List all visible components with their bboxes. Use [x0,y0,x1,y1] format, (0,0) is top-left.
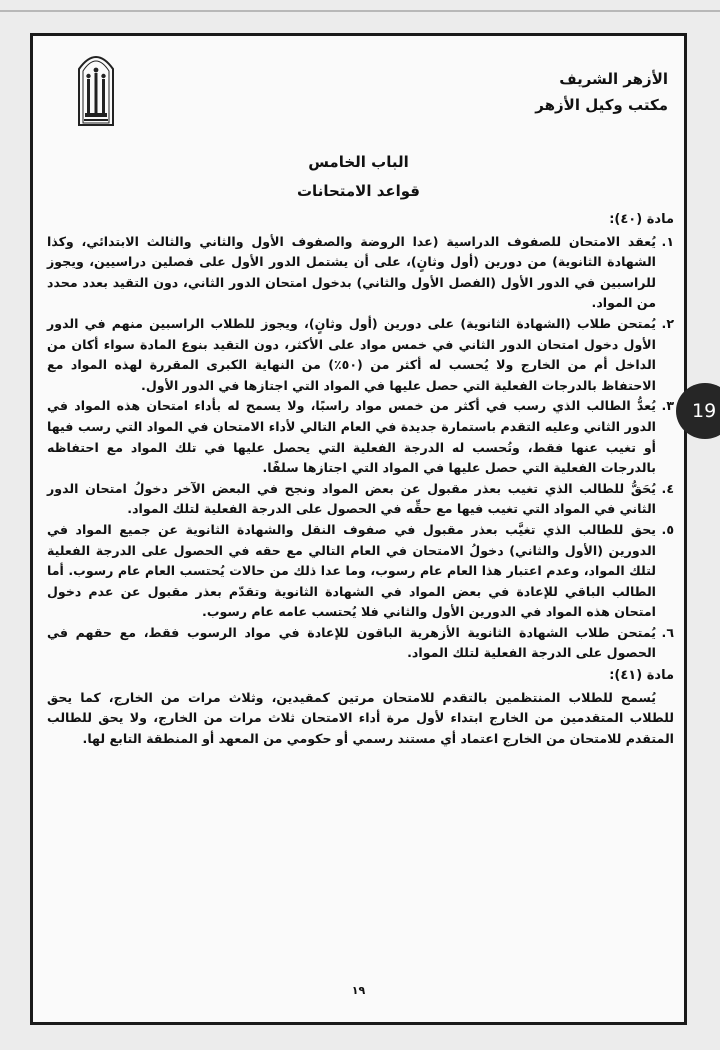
item-number: ٣. [661,398,674,414]
document-page [30,33,687,1025]
item-number: ٤. [661,480,674,496]
item-text: يُمتحن طلاب الشهادة الثانوية الأزهرية الباقون للإعادة في مواد الرسوب فقط، مع حقهم في الحصول على الدرجة الفعلية لتلك المواد. [47,624,656,661]
item-text: يحق للطالب الذي تغيَّب بعذر مقبول في صفوف النقل والشهادة الثانوية عن جميع المواد في الدورين (الأول والثاني) دخولُ الامتحان في العام التالي مع حقه في الحصول على الدرجة الفعلية لتلك المواد، وعدم اعتبار هذا العام عام رسوب، وما عدا ذلك من حالات يُحتسب العام عام رسوب. أما الطالب الباقي للإعادة في بعض المواد في الشهادة الثانوية وتقدّم بعذر مقبول عن عدم دخول امتحان هذه المواد في الدورين الأول والثاني فلا يُحتسب عامه عام رسوب. [47,521,656,620]
list-item [47,314,674,396]
page-number: ١٩ [351,984,366,997]
item-text: يُحَقُّ للطالب الذي تغيب بعذر مقبول عن بعض المواد ونجح في البعض الآخر دخولُ امتحان الدور الثاني في المواد التي تغيب فيها مع حقِّه في الحصول على الدرجة الفعلية لتلك المواد. [47,480,656,517]
organization-header [535,66,668,118]
item-number: ٦. [661,624,674,640]
item-number: ٢. [661,315,674,331]
item-text: يُمتحن طلاب (الشهادة الثانوية) على دورين (أول وثانٍ)، ويجوز للطلاب الراسبين منهم في الدور الأول دخول امتحان الدور الثاني في خمس مواد على الأكثر، دون التقيد بنوع المادة سواء أكان من الداخل أم من الخارج ولا يُحسب له أكثر من (٥٠٪) من النهاية الكبرى المقررة لهذه المواد مع الاحتفاظ بالدرجات الفعلية التي حصل عليها في المواد التي اجتازها في الدور الأول. [47,315,656,393]
office-name: مكتب وكيل الأزهر [535,96,668,114]
list-item [47,396,674,478]
item-text: يُعقد الامتحان للصفوف الدراسية (عدا الروضة والصفوف الأول والثاني والثالث الابتدائي، وكذا الشهادة الثانوية) من دورين (أول وثانٍ)، على أن يشتمل الدور الأول على فصلين دراسيين، ويجوز للراسبين في الدور الأول (الفصل الأول والثاني) بدخول امتحان الدور الثاني، دون التقيد بعدد محدد من المواد. [47,233,656,311]
item-text: يُعدُّ الطالب الذي رسب في أكثر من خمس مواد راسبًا، ولا يسمح له بأداء امتحان هذه المواد في الدور الثاني وعليه التقدم باستمارة جديدة في العام التالي لأداء الامتحان في المواد التي رسب فيها أو تغيب عنها فقط، وتُحسب له الدرجة الفعلية التي يحصل عليها في تلك المواد مع احتفاظه بالدرجات الفعلية التي حصل عليها في المواد التي اجتازها سلفًا. [47,398,656,476]
article-41-title: مادة (٤١): [609,668,674,684]
list-item [47,623,674,664]
chapter-title: الباب الخامس [308,153,409,171]
list-item [47,520,674,623]
article-40-title: مادة (٤٠): [609,212,674,227]
top-divider [0,10,720,12]
al-azhar-logo-icon [71,49,121,127]
list-item [47,479,674,520]
chapter-subtitle: قواعد الامتحانات [296,182,420,200]
article-41-text: يُسمح للطلاب المنتظمين بالتقدم للامتحان مرتين كمقيدين، وثلاث مرات من الخارج، كما يحق للطلاب المتقدمين من الخارج ابتداء لأول مرة أداء الامتحان ثلاث مرات من الخارج، ولا يحق للطالب المتقدم للامتحان من الخارج اعتماد أي مستند رسمي أو حكومي من المعهد أو المنطقة التابع لها. [47,689,674,746]
document-body [47,208,674,749]
list-item [47,232,674,314]
item-number: ٥. [661,521,674,537]
item-number: ١. [661,233,674,249]
org-name: الأزهر الشريف [559,70,668,88]
page-indicator-badge[interactable]: 19 [676,383,720,439]
chapter-heading [33,148,684,206]
